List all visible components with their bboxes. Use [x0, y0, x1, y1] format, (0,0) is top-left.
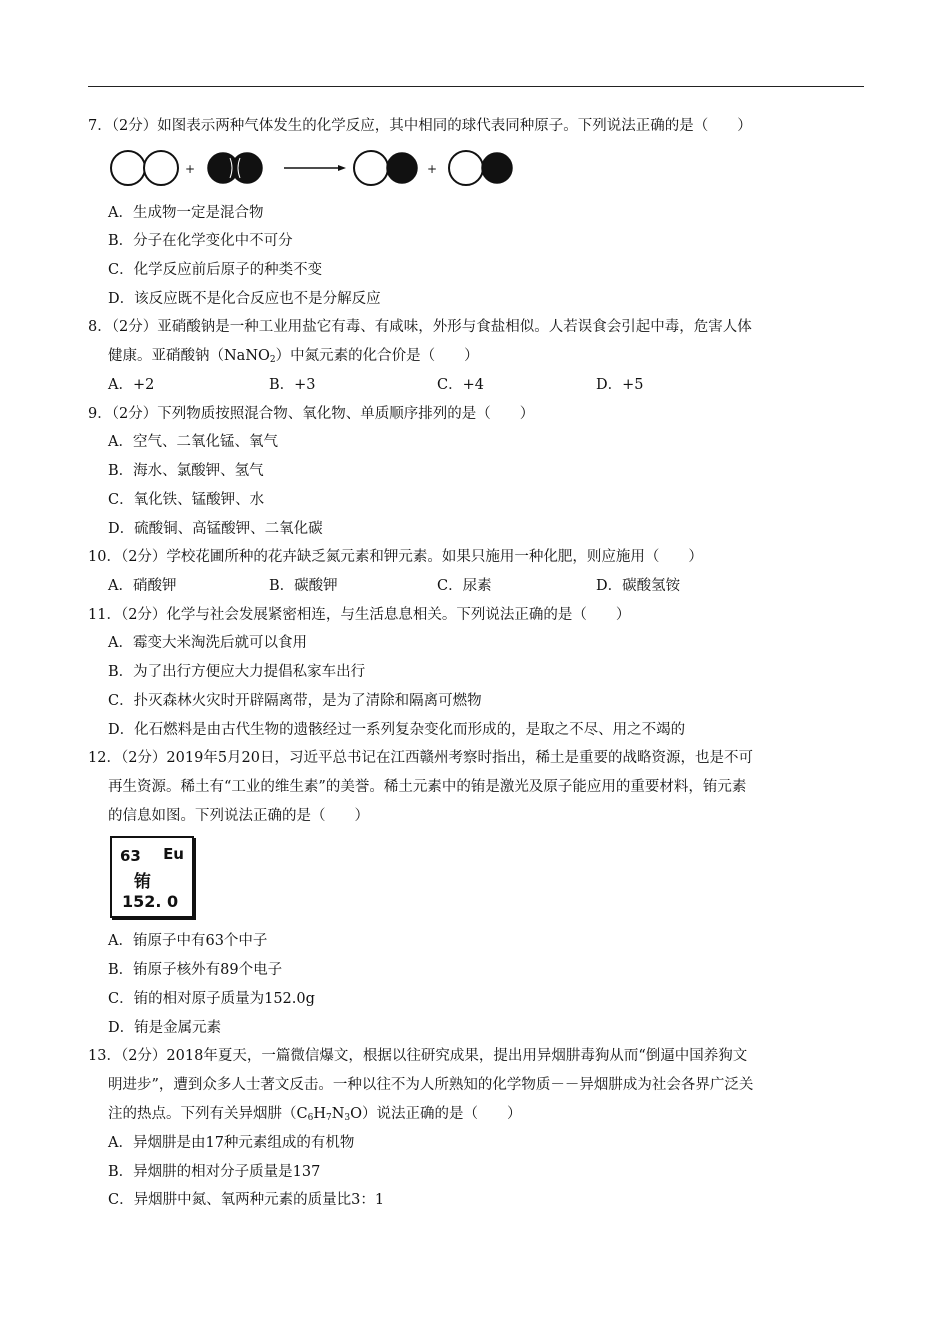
question-13-stem-line-3: 注的热点。下列有关异烟肼$(C_6H_7N_3O)$说法正确的是（ ）	[108, 1106, 522, 1123]
question-9-option-b: B．海水、氯酸钾、氢气	[108, 463, 264, 479]
question-7-option-b: B．分子在化学变化中不可分	[108, 233, 293, 249]
question-10-option-a: A．硝酸钾	[108, 578, 177, 594]
question-10-stem: 10．（2分）学校花圃所种的花卉缺乏氮元素和钾元素。如果只施用一种化肥，则应施用（ ）	[88, 549, 703, 565]
question-13-option-a: A．异烟肼是由17种元素组成的有机物	[108, 1135, 355, 1151]
question-8-option-b: B．+3	[269, 377, 316, 393]
plus-sign-1: +	[184, 162, 196, 176]
question-9-option-a: A．空气、二氧化锰、氧气	[108, 434, 278, 450]
product-molecule-1	[354, 151, 417, 185]
question-13-stem-line-1: 13．（2分）2018年夏天，一篇微信爆文，根据以往研究成果，提出用异烟肼毒狗从而“倒逼中国养狗文	[88, 1048, 748, 1064]
question-11-option-c: C．扑灭森林火灾时开辟隔离带，是为了清除和隔离可燃物	[108, 693, 482, 709]
question-11-stem: 11．（2分）化学与社会发展紧密相连，与生活息息相关。下列说法正确的是（ ）	[88, 607, 631, 623]
question-13-stem-line-2: 明进步”，遭到众多人士著文反击。一种以往不为人所熟知的化学物质－－异烟肼成为社会各界广泛关	[108, 1077, 754, 1093]
question-13-option-c: C．异烟肼中氮、氧两种元素的质量比3：1	[108, 1192, 385, 1208]
element-name: 铕	[134, 872, 151, 892]
question-7-option-a: A．生成物一定是混合物	[108, 205, 264, 221]
header-rule	[88, 86, 864, 87]
question-12-option-a: A．铕原子中有63个中子	[108, 933, 268, 949]
question-12-option-d: D．铕是金属元素	[108, 1020, 222, 1036]
question-9-option-c: C．氧化铁、锰酸钾、水	[108, 492, 265, 508]
question-11-option-a: A．霉变大米淘洗后就可以食用	[108, 635, 307, 651]
question-8-option-c: C．+4	[437, 377, 484, 393]
atomic-mass: 152. 0	[122, 892, 179, 911]
product-molecule-2	[449, 151, 512, 185]
question-9-option-d: D．硫酸铜、高锰酸钾、二氧化碳	[108, 521, 323, 537]
question-7-option-d: D．该反应既不是化合反应也不是分解反应	[108, 291, 381, 307]
question-12-stem-line-1: 12．（2分）2019年5月20日，习近平总书记在江西赣州考察时指出，稀土是重要的战略资源，也是不可	[88, 750, 753, 766]
question-10-option-d: D．碳酸氢铵	[596, 578, 681, 594]
question-10-option-c: C．尿素	[437, 578, 492, 594]
question-8-option-d: D．+5	[596, 377, 644, 393]
question-12-stem-line-2: 再生资源。稀土有“工业的维生素”的美誉。稀土元素中的铕是激光及原子能应用的重要材料，铕元素	[108, 779, 747, 795]
atomic-number: 63	[120, 847, 141, 865]
question-8-option-a: A．+2	[108, 377, 155, 393]
question-10-option-b: B．碳酸钾	[269, 578, 338, 594]
element-symbol: Eu	[163, 845, 184, 863]
question-12-option-b: B．铕原子核外有89个电子	[108, 962, 283, 978]
reaction-diagram	[106, 146, 526, 192]
question-12-stem-line-3: 的信息如图。下列说法正确的是（ ）	[108, 808, 369, 824]
question-9-stem: 9．（2分）下列物质按照混合物、氧化物、单质顺序排列的是（ ）	[88, 406, 535, 422]
question-7-option-c: C．化学反应前后原子的种类不变	[108, 262, 323, 278]
question-11-option-d: D．化石燃料是由古代生物的遗骸经过一系列复杂变化而形成的，是取之不尽、用之不竭的	[108, 722, 686, 738]
question-8-stem-line-2: 健康。亚硝酸钠（NaNO$_2$）中氮元素的化合价是（ ）	[108, 348, 479, 365]
question-11-option-b: B．为了出行方便应大力提倡私家车出行	[108, 664, 366, 680]
question-13-option-b: B．异烟肼的相对分子质量是137	[108, 1164, 321, 1180]
question-8-stem-line-1: 8．（2分）亚硝酸钠是一种工业用盐它有毒、有咸味，外形与食盐相似。人若误食会引起中毒，危害人体	[88, 319, 752, 335]
periodic-element-card	[110, 836, 194, 918]
reactant-molecule-black	[208, 153, 262, 183]
question-12-option-c: C．铕的相对原子质量为152.0g	[108, 991, 315, 1007]
plus-sign-2: +	[426, 162, 438, 176]
reactant-molecule-white	[111, 151, 178, 185]
question-7-stem: 7．（2分）如图表示两种气体发生的化学反应，其中相同的球代表同种原子。下列说法正确的是（ ）	[88, 118, 752, 134]
